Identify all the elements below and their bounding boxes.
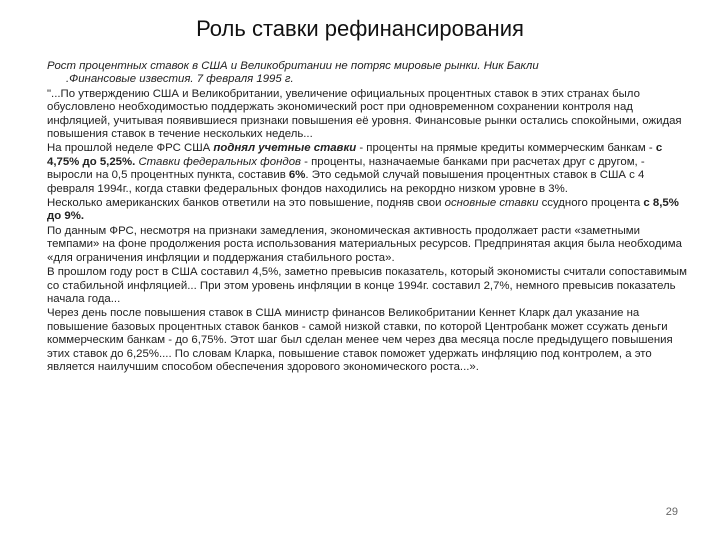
p3-text-a: Несколько американских банков ответили на это повышение, подняв свои	[47, 197, 445, 210]
slide-body	[47, 60, 687, 375]
paragraph-1: "...По утверждению США и Великобритании, увеличение официальных процентных ставок в этих странах было обусловлено необходимостью поддержать экономический рост при одновременном сохранении контроля над инфляцией, учитывая появившиеся признаки повышения её уровня. Финансовые рынки остались спокойными, ожидая повышения ставок в течение нескольких недель...	[47, 87, 682, 141]
p3-text-c: ссудного процента	[538, 197, 644, 210]
slide-title: Роль ставки рефинансирования	[196, 16, 524, 41]
p2-text-a: На прошлой неделе ФРС США	[47, 142, 214, 155]
p3-prime-rates-term: основные ставки	[444, 197, 539, 210]
citation-line-1: Рост процентных ставок в США и Великобритании не потряс мировые рынки. Ник Бакли	[47, 60, 539, 72]
paragraph-2	[47, 142, 687, 196]
p3-rate-change: с 8,5% до 9%.	[47, 197, 679, 223]
p2-fed-funds-rate: 6%	[288, 169, 306, 182]
paragraph-3	[47, 197, 687, 224]
paragraph-4: По данным ФРС, несмотря на признаки замедления, экономическая активность продолжает расти «заметными темпами» на фоне продолжения роста использования материальных ресурсов. Предпринятая акция была необходима «для ограничения инфляции и поддержания стабильного роста».	[47, 224, 682, 264]
page-number: 29	[665, 506, 678, 518]
citation-line-2: .Финансовые известия. 7 февраля 1995 г.	[66, 73, 294, 86]
p2-text-i: . Это седьмой случай повышения процентных ставок в США с 4 февраля 1994г., когда ставки федеральных фондов находились на рекордно низком уровне в 3%.	[47, 169, 645, 195]
paragraph-5: В прошлом году рост в США составил 4,5%, заметно превысив показатель, который экономисты считали сопоставимым со стабильной инфляцией... При этом уровень инфляции в конце 1994г. составил 2,7%, немного превысив показатель начала года...	[47, 266, 687, 305]
p2-text-g: - проценты, назначаемые банками при расчетах друг с другом, - выросли на 0,5 процентных пункта, составив	[47, 155, 645, 182]
paragraph-6: Через день после повышения ставок в США министр финансов Великобритании Кеннет Кларк дал указание на повышение базовых процентных ставок банков - самой низкой ставки, по которой Центробанк может ссужать деньги коммерческим банкам - до 6,75%. Этот шаг был сделан менее чем через два месяца после предыдущего повышения этих ставок до 6,25%.... По словам Кларка, повышение ставок поможет удержать инфляцию под контролем, а это является наилучшим способом обеспечения здорового экономического роста...».	[47, 307, 673, 373]
p2-federal-funds-term: Ставки федеральных фондов	[138, 155, 301, 168]
article-citation	[47, 60, 687, 87]
p2-text-c: - проценты на прямые кредиты коммерческим банкам -	[356, 142, 656, 155]
p2-emphasis-raised-rates: поднял учетные ставки	[213, 142, 357, 155]
p2-rate-change: с 4,75% до 5,25%.	[47, 142, 663, 168]
